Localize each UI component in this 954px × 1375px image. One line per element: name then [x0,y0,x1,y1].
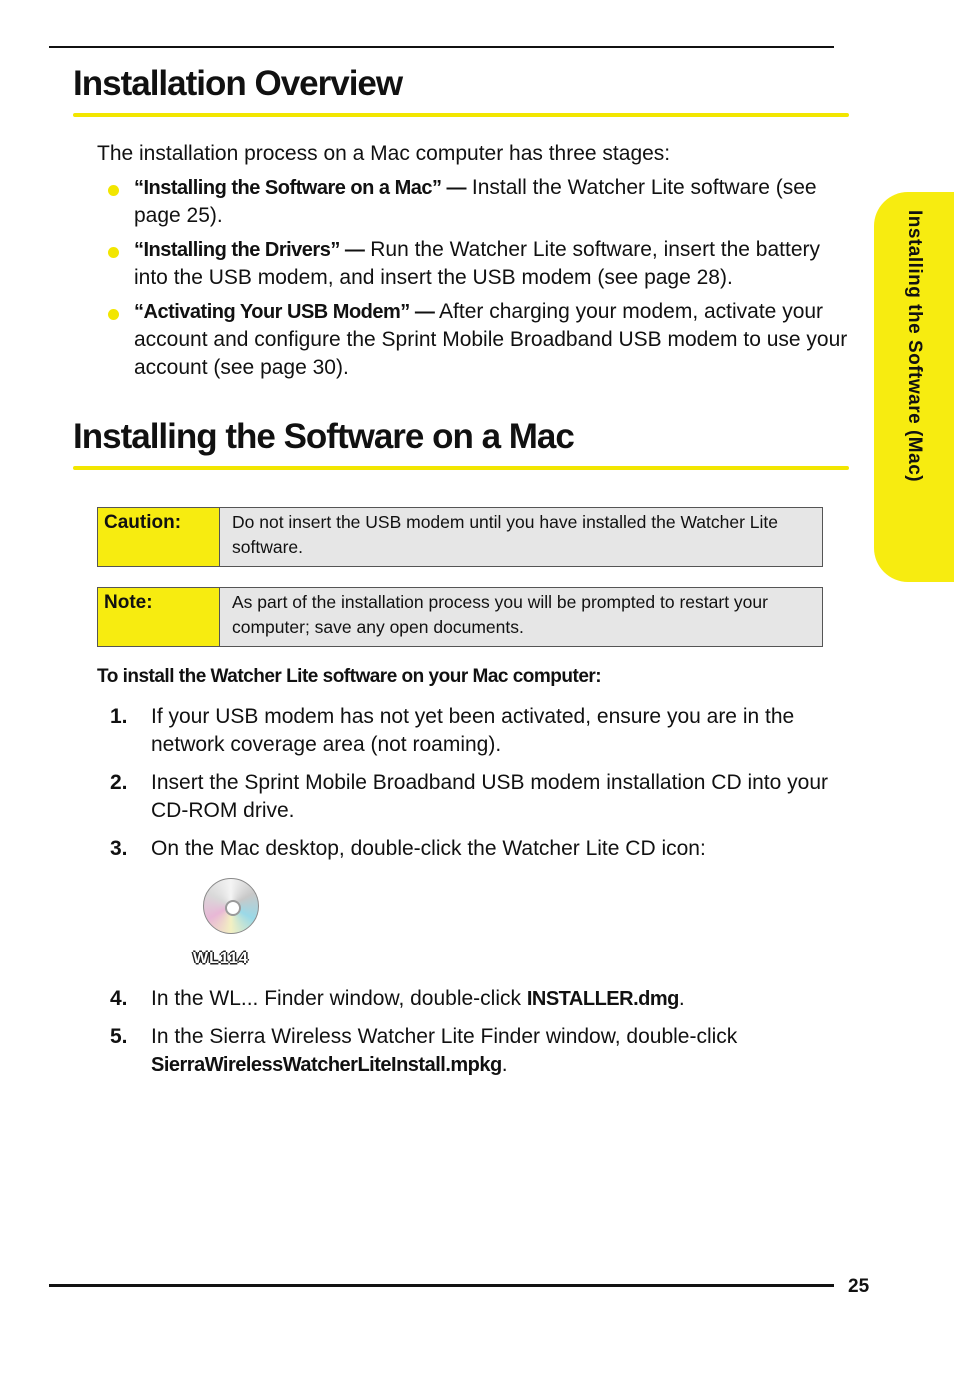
list-item [97,298,849,382]
side-tab-label: Installing the Software (Mac) [904,210,925,483]
list-item [110,769,850,825]
list-item [97,236,849,292]
overview-intro: The installation process on a Mac computer has three stages: [97,142,671,165]
step-text-end: . [678,987,685,1010]
cd-hole [225,900,241,916]
caution-label: Caution: [98,508,220,566]
overview-heading-underline [73,113,849,117]
page-number: 25 [848,1276,870,1297]
step-text-end: . [501,1053,508,1076]
list-item [110,703,850,759]
step-text: On the Mac desktop, double-click the Watcher Lite CD icon: [151,837,706,860]
list-item [110,835,850,985]
cd-icon-label: WL114 [193,950,249,967]
caution-text: Do not insert the USB modem until you have installed the Watcher Lite software. [220,508,822,566]
bullet-icon [108,185,119,196]
step-number: 3. [110,837,128,860]
stage-text: Run the Watcher Lite software, insert the battery into the USB modem, and insert the USB modem (see page 28). [134,238,821,289]
stage-title: “Installing the Drivers” — [134,239,365,261]
stages-list [97,174,849,388]
note-box [97,587,823,647]
package-filename: SierraWirelessWatcherLiteInstall.mpkg [151,1054,502,1076]
stage-title: “Activating Your USB Modem” — [134,301,435,323]
step-text: In the Sierra Wireless Watcher Lite Finder window, double-click [151,1025,738,1048]
cd-icon[interactable] [203,878,259,934]
step-text: In the WL... Finder window, double-click [151,987,527,1010]
step-number: 4. [110,987,128,1010]
step-number: 5. [110,1025,128,1048]
stage-text: After charging your modem, activate your account and configure the Sprint Mobile Broadband USB modem to use your account (see page 30). [134,300,848,379]
note-text: As part of the installation process you will be prompted to restart your computer; save any open documents. [220,588,822,646]
install-heading: Installing the Software on a Mac [73,417,574,456]
bottom-rule [49,1284,834,1287]
note-label: Note: [98,588,220,646]
caution-box [97,507,823,567]
top-rule [49,46,834,48]
installer-filename: INSTALLER.dmg [526,988,679,1010]
bullet-icon [108,247,119,258]
step-number: 1. [110,705,128,728]
install-heading-underline [73,466,849,470]
list-item [110,985,850,1013]
steps-list [110,703,850,1079]
stage-text: Install the Watcher Lite software (see page 25). [134,176,817,227]
bullet-icon [108,309,119,320]
overview-heading: Installation Overview [73,64,403,103]
cd-icon-figure [151,863,850,985]
step-text: Insert the Sprint Mobile Broadband USB modem installation CD into your CD-ROM drive. [151,771,829,822]
list-item [110,1023,850,1079]
step-text: If your USB modem has not yet been activated, ensure you are in the network coverage area (not roaming). [151,705,795,756]
step-number: 2. [110,771,128,794]
list-item [97,174,849,230]
procedure-heading: To install the Watcher Lite software on your Mac computer: [97,666,602,687]
stage-title: “Installing the Software on a Mac” — [134,177,467,199]
